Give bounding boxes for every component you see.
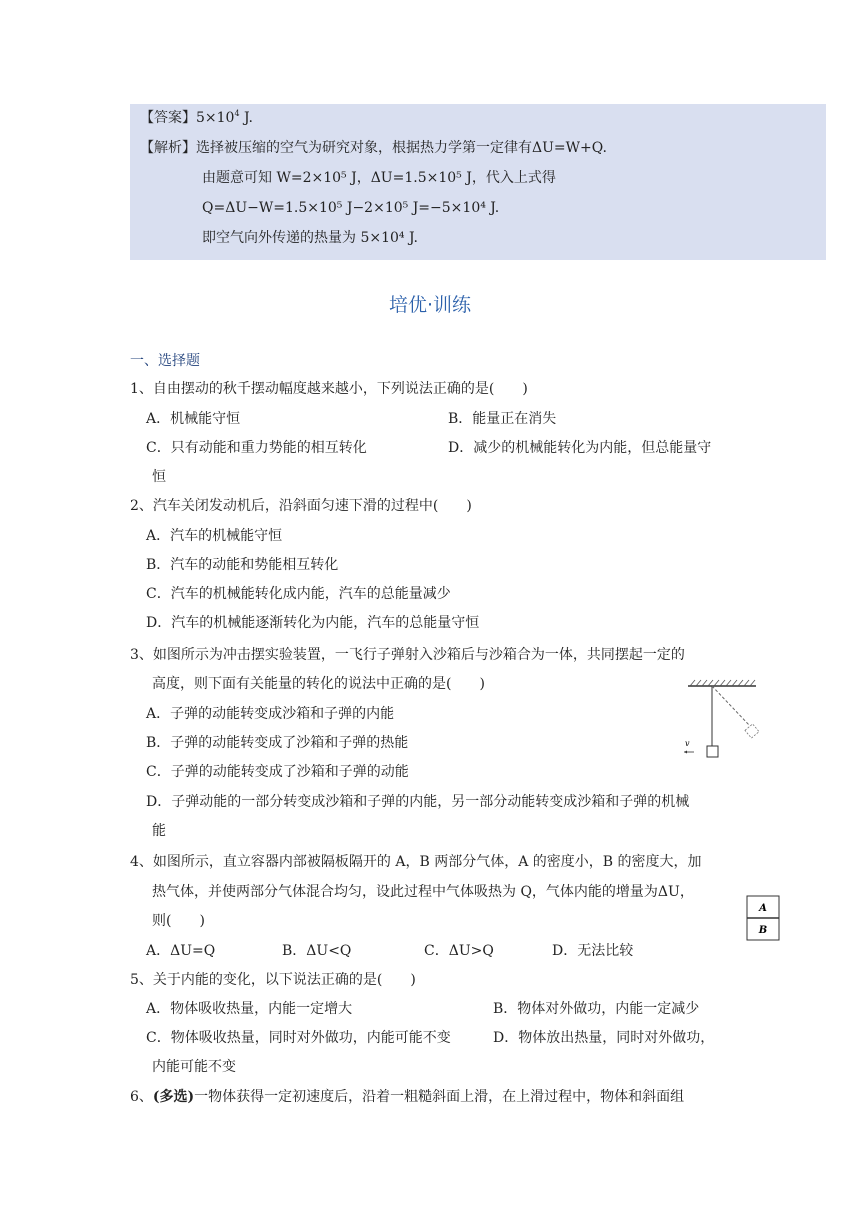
answer-exponent: 4: [234, 109, 240, 118]
ballistic-pendulum-figure: [678, 676, 762, 766]
answer-tag: 【答案】: [140, 110, 196, 126]
analysis-text-1: 选择被压缩的空气为研究对象，根据热力学第一定律有ΔU=W+Q.: [196, 140, 607, 156]
q4-stem-cont: 热气体，并使两部分气体混合均匀，设此过程中气体吸热为 Q，气体内能的增量为ΔU，: [152, 884, 694, 900]
q5-stem: 5、关于内能的变化，以下说法正确的是( ): [130, 972, 416, 988]
q4-stem: 4、如图所示，直立容器内部被隔板隔开的 A，B 两部分气体，A 的密度小，B 的密度大，加: [130, 854, 702, 870]
q5-option-d: D．物体放出热量，同时对外做功，: [493, 1030, 715, 1046]
analysis-line-1: [140, 138, 607, 158]
q3-option-d: D．子弹动能的一部分转变成沙箱和子弹的内能，另一部分动能转变成沙箱和子弹的机械: [146, 794, 690, 810]
q4-option-a: A．ΔU=Q: [146, 943, 216, 959]
q4-option-b: B．ΔU<Q: [282, 943, 352, 959]
q1-option-d: D．减少的机械能转化为内能，但总能量守: [448, 440, 712, 456]
q1-stem: 1、自由摆动的秋千摆动幅度越来越小，下列说法正确的是( ): [130, 381, 528, 397]
gas-b-label: B: [758, 925, 768, 936]
q3-option-d-cont: 能: [152, 823, 166, 839]
q3-option-c: C．子弹的动能转变成了沙箱和子弹的动能: [146, 764, 409, 780]
q1-option-b: B．能量正在消失: [448, 411, 557, 427]
section-subheading: 一、选择题: [130, 353, 200, 369]
analysis-line-4: 即空气向外传递的热量为 5×10⁴ J.: [202, 230, 418, 246]
container-figure: [746, 895, 780, 941]
q5-option-b: B．物体对外做功，内能一定减少: [493, 1001, 700, 1017]
q6-stem: [130, 1087, 684, 1107]
gas-a-label: A: [759, 903, 767, 914]
q3-option-a: A．子弹的动能转变成沙箱和子弹的内能: [146, 706, 395, 722]
q1-option-d-cont: 恒: [152, 469, 166, 485]
analysis-line-3: Q=ΔU−W=1.5×10⁵ J−2×10⁵ J=−5×10⁴ J.: [202, 200, 500, 216]
q2-option-a: A．汽车的机械能守恒: [146, 528, 283, 544]
q2-option-b: B．汽车的动能和势能相互转化: [146, 557, 339, 573]
q3-stem-cont: 高度，则下面有关能量的转化的说法中正确的是( ): [152, 676, 485, 692]
answer-line: [140, 108, 253, 128]
q3-option-b: B．子弹的动能转变成了沙箱和子弹的热能: [146, 735, 409, 751]
q6-multi-select-tag: (多选): [152, 1089, 195, 1105]
q6-stem-text: 一物体获得一定初速度后，沿着一粗糙斜面上滑，在上滑过程中，物体和斜面组: [194, 1089, 685, 1105]
analysis-line-2: 由题意可知 W=2×10⁵ J，ΔU=1.5×10⁵ J，代入上式得: [202, 170, 556, 186]
q3-stem: 3、如图所示为冲击摆实验装置，一飞行子弹射入沙箱后与沙箱合为一体，共同摆起一定的: [130, 647, 685, 663]
q2-option-c: C．汽车的机械能转化成内能，汽车的总能量减少: [146, 586, 451, 602]
answer-unit: J.: [239, 110, 253, 126]
q6-number: 6、: [130, 1089, 153, 1105]
q5-option-c: C．物体吸收热量，同时对外做功，内能可能不变: [146, 1030, 451, 1046]
q1-option-c: C．只有动能和重力势能的相互转化: [146, 440, 367, 456]
q4-option-c: C．ΔU>Q: [424, 943, 494, 959]
analysis-tag: 【解析】: [140, 140, 196, 156]
q4-stem-cont-2: 则( ): [152, 913, 205, 929]
q2-stem: 2、汽车关闭发动机后，沿斜面匀速下滑的过程中( ): [130, 498, 472, 514]
section-title: 培优·训练: [388, 294, 472, 316]
q5-option-a: A．物体吸收热量，内能一定增大: [146, 1001, 353, 1017]
q4-option-d: D．无法比较: [552, 943, 634, 959]
q5-option-d-cont: 内能可能不变: [152, 1059, 236, 1075]
q1-option-a: A．机械能守恒: [146, 411, 241, 427]
velocity-label: v: [685, 739, 690, 748]
answer-value: 5×10: [196, 110, 235, 126]
q2-option-d: D．汽车的机械能逐渐转化为内能，汽车的总能量守恒: [146, 615, 480, 631]
